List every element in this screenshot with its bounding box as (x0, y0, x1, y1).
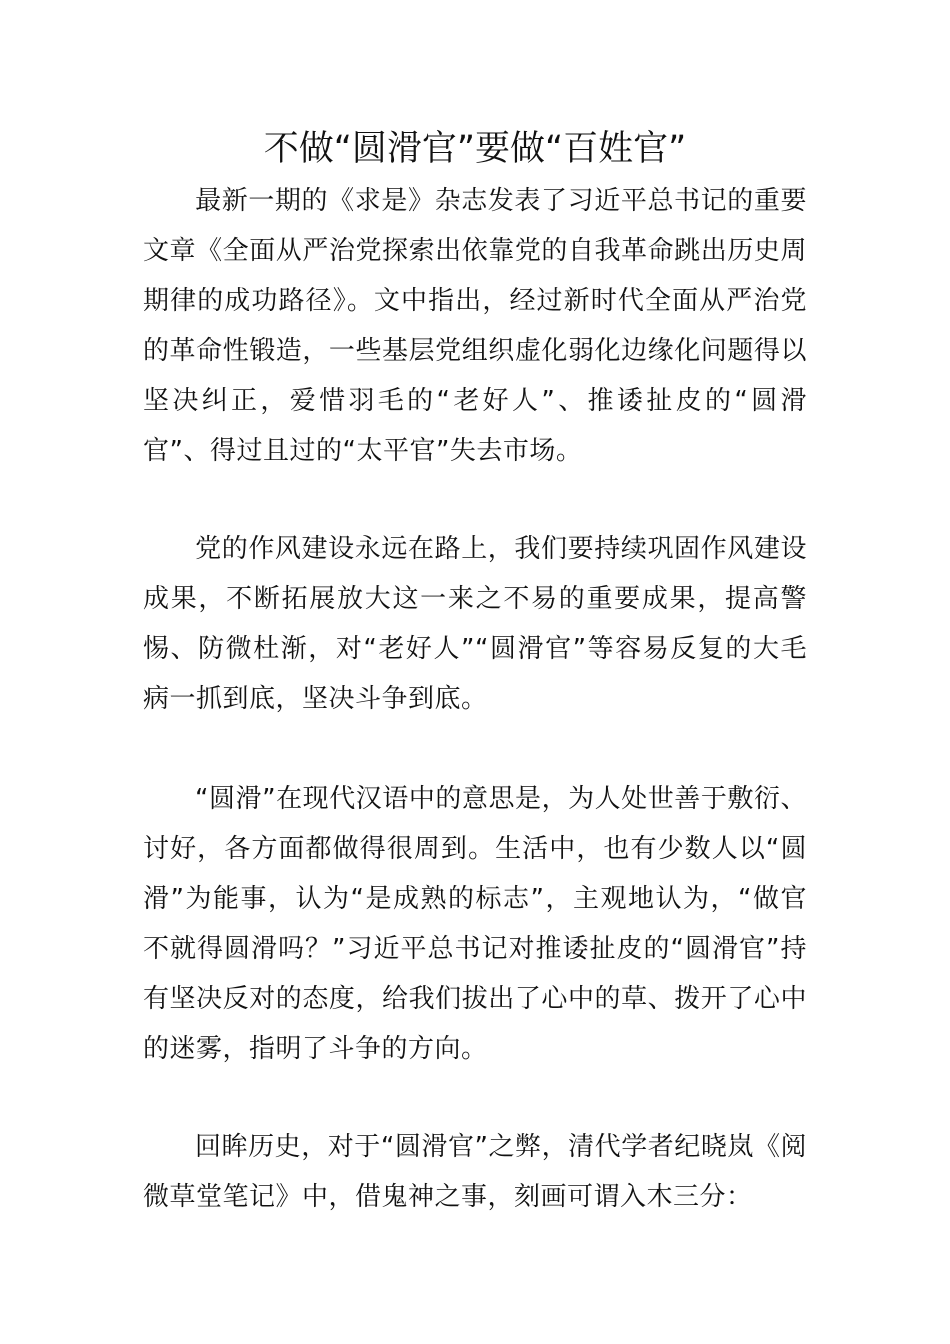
paragraph-text: “圆滑”在现代汉语中的意思是，为人处世善于敷衍、讨好，各方面都做得很周到。生活中，也有少数人以“圆滑”为能事，认为“是成熟的标志”，主观地认为，“做官不就得圆滑吗？”习近平总书记对推诿扯皮的“圆滑官”持有坚决反对的态度，给我们拔出了心中的草、拨开了心中的迷雾，指明了斗争的方向。 (143, 784, 807, 1064)
paragraph-text: 党的作风建设永远在路上，我们要持续巩固作风建设成果，不断拓展放大这一来之不易的重要成果，提高警惕、防微杜渐，对“老好人”“圆滑官”等容易反复的大毛病一抓到底，坚决斗争到底。 (143, 534, 807, 714)
paragraph (143, 524, 807, 724)
paragraph (143, 1122, 807, 1222)
paragraph-text: 回眸历史，对于“圆滑官”之弊，清代学者纪晓岚《阅微草堂笔记》中，借鬼神之事，刻画可谓入木三分： (143, 1132, 807, 1212)
paragraph-text: 最新一期的《求是》杂志发表了习近平总书记的重要文章《全面从严治党探索出依靠党的自我革命跳出历史周期律的成功路径》。文中指出，经过新时代全面从严治党的革命性锻造，一些基层党组织虚化弱化边缘化问题得以坚决纠正，爱惜羽毛的“老好人”、推诿扯皮的“圆滑官”、得过且过的“太平官”失去市场。 (143, 186, 807, 466)
document-title: 不做“圆滑官”要做“百姓官” (263, 129, 687, 169)
paragraph (143, 774, 807, 1074)
paragraph (143, 176, 807, 476)
